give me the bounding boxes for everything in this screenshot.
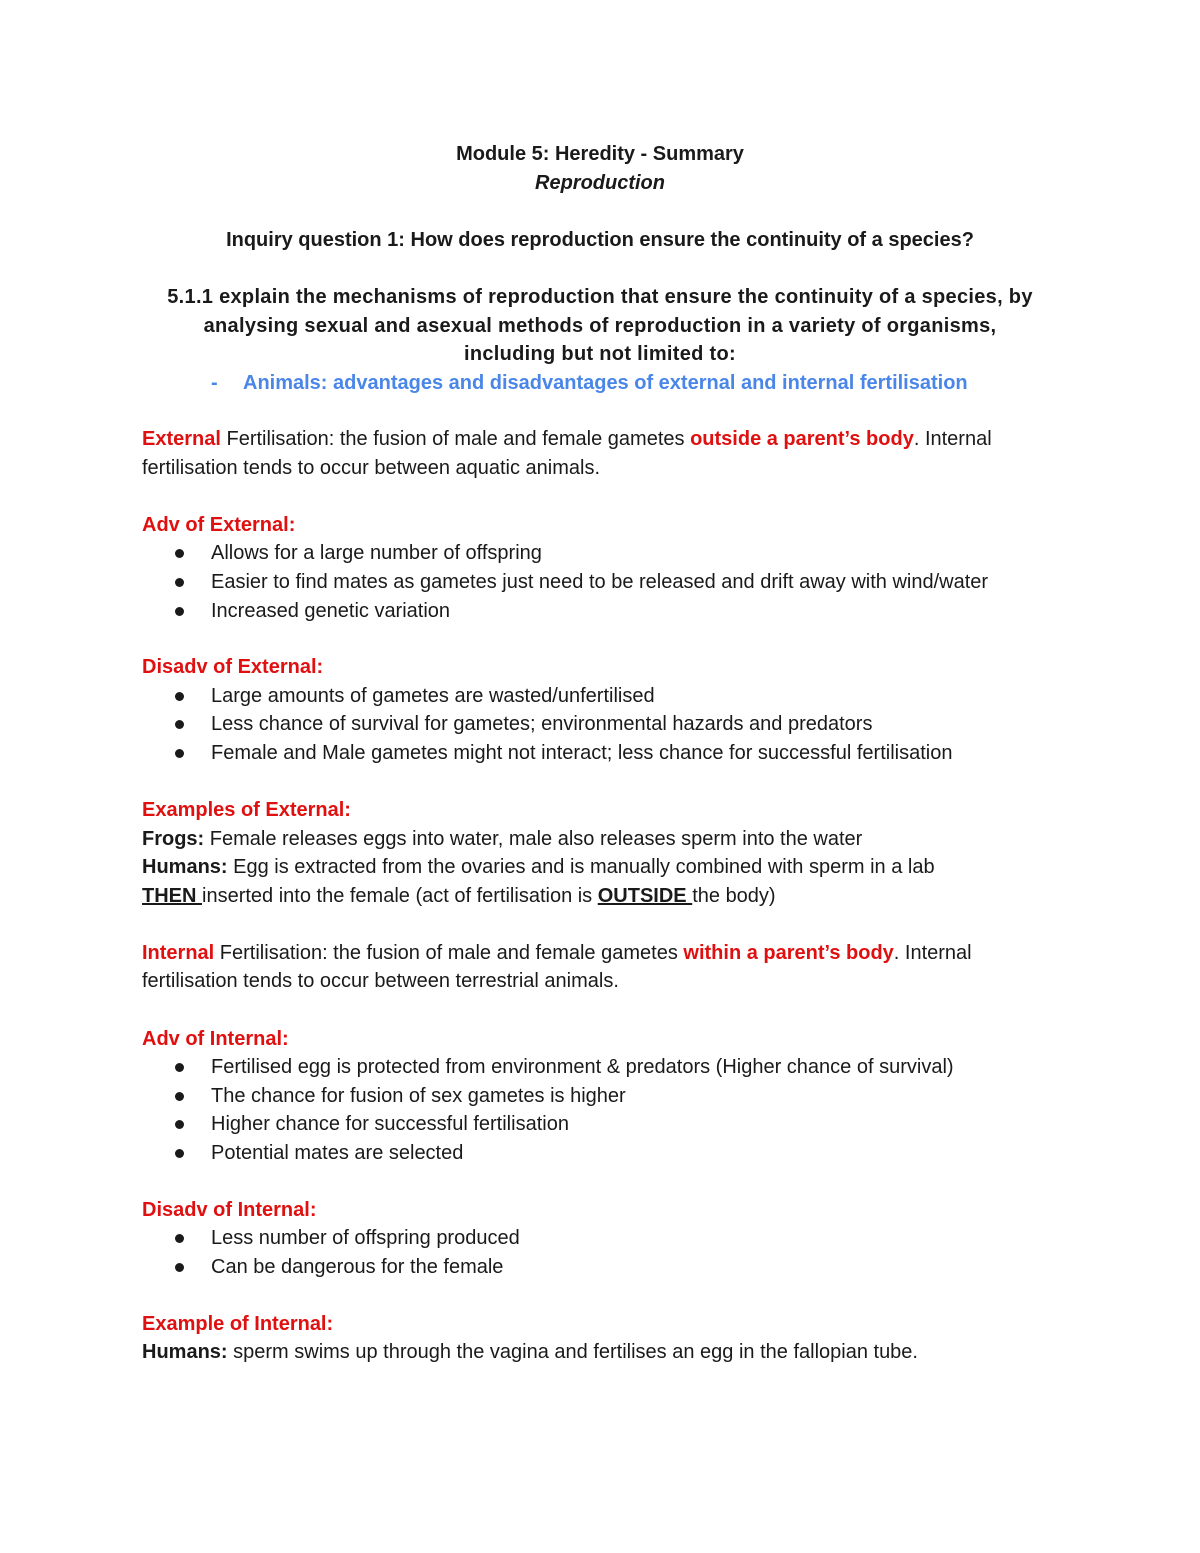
then-text: inserted into the female (act of fertilisation is <box>202 885 598 907</box>
external-definition-line-2: fertilisation tends to occur between aquatic animals. <box>142 457 601 479</box>
humans-internal-label: Humans: <box>142 1341 228 1363</box>
focus-text: Animals: advantages and disadvantages of external and internal fertilisation <box>243 372 968 394</box>
bullet-icon <box>175 578 184 587</box>
page-title: Module 5: Heredity - Summary <box>456 143 744 165</box>
humans-text: Egg is extracted from the ovaries and is manually combined with sperm in a lab <box>227 856 935 878</box>
example-internal-heading: Example of Internal: <box>142 1313 334 1335</box>
external-def-end: . Internal <box>913 428 992 450</box>
humans-external-example <box>142 853 935 881</box>
bullet-icon <box>175 607 184 616</box>
bullet-icon <box>175 1149 184 1158</box>
bullet-icon <box>175 1120 184 1129</box>
external-definition <box>142 425 992 453</box>
examples-external-heading: Examples of External: <box>142 799 351 821</box>
syllabus-outcome-line-3: including but not limited to: <box>464 343 736 365</box>
internal-def-end: . Internal <box>893 942 972 964</box>
internal-definition-line-2: fertilisation tends to occur between terrestrial animals. <box>142 970 619 992</box>
internal-def-emphasis: within a parent’s body <box>683 942 894 964</box>
external-def-text: Fertilisation: the fusion of male and female gametes <box>220 428 691 450</box>
humans-internal-text: sperm swims up through the vagina and fertilises an egg in the fallopian tube. <box>227 1341 918 1363</box>
bullet-icon <box>175 1263 184 1272</box>
disadv-internal-heading: Disadv of Internal: <box>142 1199 317 1221</box>
disadv-external-heading: Disadv of External: <box>142 656 324 678</box>
external-term: External <box>142 428 221 450</box>
external-def-emphasis: outside a parent’s body <box>690 428 914 450</box>
internal-def-text: Fertilisation: the fusion of male and female gametes <box>214 942 684 964</box>
dash-marker: - <box>211 372 218 394</box>
bullet-icon <box>175 549 184 558</box>
humans-label: Humans: <box>142 856 228 878</box>
syllabus-outcome-line-1: 5.1.1 explain the mechanisms of reproduction that ensure the continuity of a species, by <box>167 286 1033 308</box>
frogs-example <box>142 825 862 853</box>
bullet-icon <box>175 1063 184 1072</box>
bullet-icon <box>175 749 184 758</box>
adv-external-heading: Adv of External: <box>142 514 296 536</box>
frogs-label: Frogs: <box>142 828 205 850</box>
inquiry-question: Inquiry question 1: How does reproduction ensure the continuity of a species? <box>226 229 974 251</box>
bullet-icon <box>175 1092 184 1101</box>
page-subtitle: Reproduction <box>535 172 665 194</box>
bullet-icon <box>175 1234 184 1243</box>
bullet-icon <box>175 692 184 701</box>
internal-term: Internal <box>142 942 215 964</box>
then-emphasis: THEN <box>142 885 202 907</box>
then-text-end: the body) <box>692 885 776 907</box>
bullet-icon <box>175 720 184 729</box>
frogs-text: Female releases eggs into water, male also releases sperm into the water <box>204 828 863 850</box>
focus-point <box>211 369 968 397</box>
syllabus-outcome-line-2: analysing sexual and asexual methods of reproduction in a variety of organisms, <box>203 315 997 337</box>
outside-emphasis: OUTSIDE <box>597 885 693 907</box>
humans-internal-example <box>142 1338 918 1366</box>
document-page: Module 5: Heredity - Summary Reproduction Inquiry question 1: How does reproduction ensure the continuity of a species? 5.1.1 explain the mechanisms of reproduction that ensure the continuity of a species, by analysing sexual and asexual methods of reproduction in a variety of organisms, including but not limited to: - Animals: advantages and disadvantages of external and internal fertilisation External Fertilisation: the fusion of male and female gametes outside a parent’s body. Internal fertilisation tends to occur between aquatic animals. Adv of External: Allows for a large number of offspring Easier to find mates as gametes just need to be released and drift away with wind/water Increased genetic variation Disadv of External: Large amounts of gametes are wasted/unfertilised Less chance of survival for gametes; environmental hazards and predators Female and Male gametes might not interact; less chance for successful fertilisation Examples of External: Frogs: Female releases eggs into water, male also releases sperm into the water Humans: Egg is extracted from the ovaries and is manually combined with sperm in a lab THEN inserted into the female (act of fertilisation is OUTSIDE the body) Internal Fertilisation: the fusion of male and female gametes within a parent’s body. Internal fertilisation tends to occur between terrestrial animals. Adv of Internal: Fertilised egg is protected from environment & predators (Higher chance of survival) The chance for fusion of sex gametes is higher Higher chance for successful fertilisation Potential mates are selected Disadv of Internal: Less number of offspring produced Can be dangerous for the female Example of Internal: Humans: sperm swims up through the vagina and fertilises an egg in the fallopian tube. <box>0 0 1200 1553</box>
internal-definition <box>142 939 972 967</box>
humans-external-example-line-2 <box>142 882 776 910</box>
adv-internal-heading: Adv of Internal: <box>142 1028 289 1050</box>
